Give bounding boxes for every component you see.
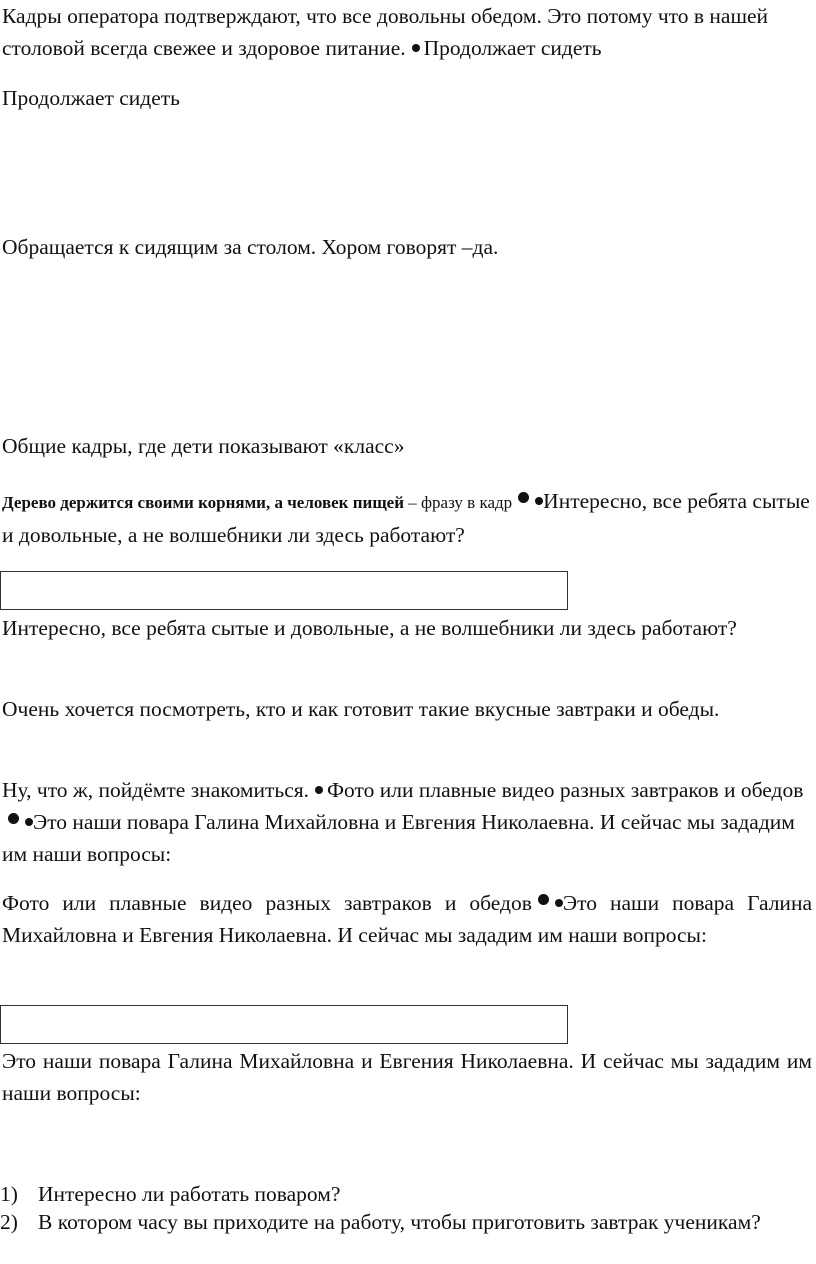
bullet-icon (315, 786, 323, 794)
paragraph-continues-sitting: Продолжает сидеть (2, 86, 180, 110)
questions-list (0, 1180, 812, 1236)
intro-continues-text: Продолжает сидеть (423, 36, 602, 60)
paragraph-proverb (2, 485, 812, 551)
bullet-icon (518, 492, 529, 503)
question-text: В котором часу вы приходите на работу, чтобы приготовить завтрак ученикам? (38, 1210, 761, 1234)
bullet-icon (538, 894, 549, 905)
question-text: Интересно ли работать поваром? (38, 1182, 341, 1206)
paragraph-intro (2, 0, 812, 64)
list-item (0, 1208, 812, 1236)
paragraph-want-to-see: Очень хочется посмотреть, кто и как готовит такие вкусные завтраки и обеды. (2, 697, 720, 721)
list-number: 2) (0, 1210, 18, 1234)
cooks-text: Это наши повара Галина Михайловна и Евгения Николаевна. И сейчас мы зададим им наши вопросы: (2, 810, 795, 866)
proverb-note: – фразу в кадр (404, 493, 513, 512)
bullet-icon (535, 497, 543, 505)
paragraph-cooks: Это наши повара Галина Михайловна и Евгения Николаевна. И сейчас мы зададим им наши вопросы: (2, 1049, 812, 1105)
bullet-icon (555, 899, 563, 907)
proverb-text: Дерево держится своими корнями, а человек пищей (2, 493, 405, 512)
paragraph-class-gesture: Общие кадры, где дети показывают «класс» (2, 434, 405, 458)
proverb-after-text: Интересно, все ребята сытые и довольные, а не волшебники ли здесь работают? (2, 489, 810, 547)
paragraph-photo-cooks (2, 887, 812, 951)
empty-frame-box (0, 1005, 568, 1044)
bullet-icon (8, 813, 19, 824)
empty-frame-box (0, 571, 568, 610)
paragraph-lets-meet (2, 774, 812, 870)
bullet-icon (25, 818, 33, 826)
photo-text: Фото или плавные видео разных завтраков и обедов (2, 891, 532, 915)
bullet-icon (412, 44, 420, 52)
paragraph-wizards: Интересно, все ребята сытые и довольные, а не волшебники ли здесь работают? (2, 616, 737, 640)
intro-text: Кадры оператора подтверждают, что все довольны обедом. Это потому что в нашей столовой всегда свежее и здоровое питание. (2, 4, 769, 60)
cooks-text: Это наши повара Галина Михайловна и Евгения Николаевна. И сейчас мы зададим им наши вопросы: (2, 891, 812, 947)
photo-text: Фото или плавные видео разных завтраков и обедов (327, 778, 804, 802)
paragraph-addresses-table: Обращается к сидящим за столом. Хором говорят –да. (2, 235, 499, 259)
list-number: 1) (0, 1182, 18, 1206)
lets-meet-text: Ну, что ж, пойдёмте знакомиться. (2, 778, 310, 802)
list-item (0, 1180, 812, 1208)
